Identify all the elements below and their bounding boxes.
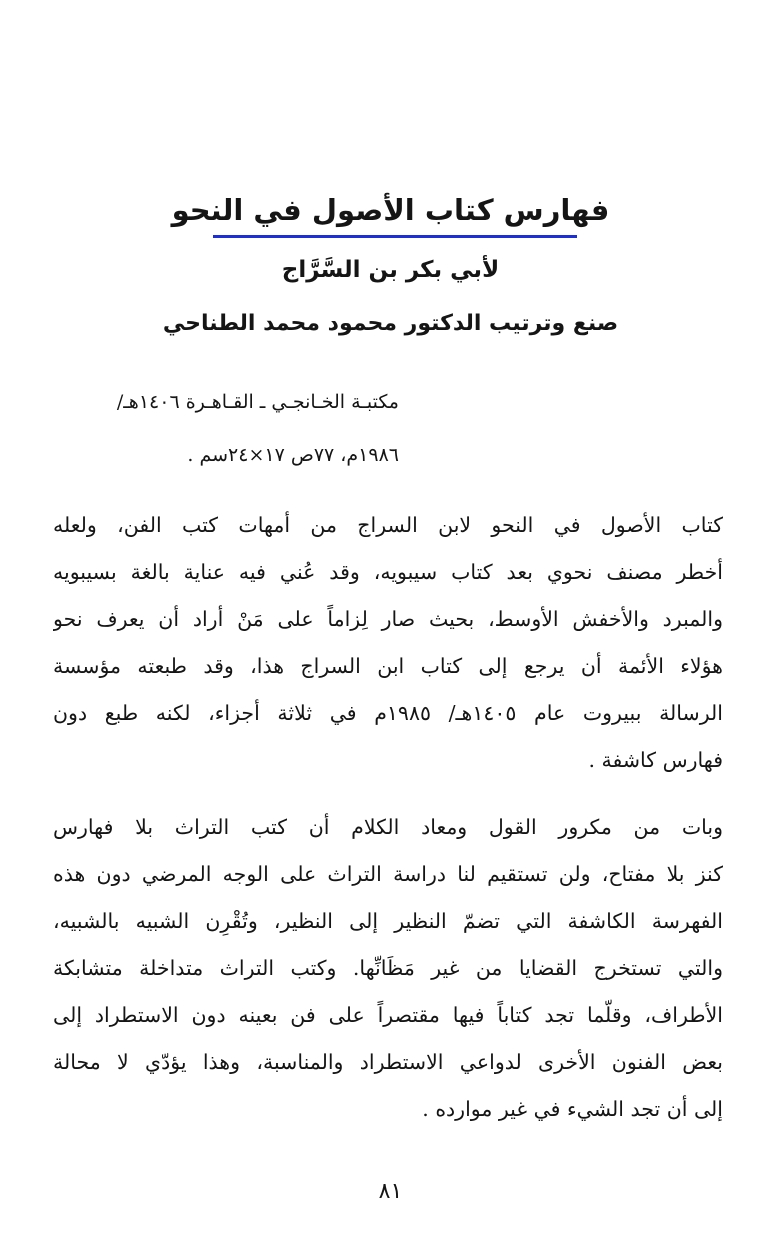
title-block [0, 190, 781, 230]
paragraph-line: الرسالة ببيروت عام ١٤٠٥هـ/ ١٩٨٥م في ثلاثة أجزاء، لكنه طبع دون [53, 701, 723, 725]
paragraph-line: بعض الفنون الأخرى لدواعي الاستطراد والمناسبة، وهذا يؤدّي لا محالة [53, 1050, 723, 1074]
editor-line: صنع وترتيب الدكتور محمود محمد الطناحي [162, 311, 619, 336]
paragraph-line: إلى أن تجد الشيء في غير موارده . [422, 1097, 723, 1121]
paragraph-line: الفهرسة الكاشفة التي تضمّ النظير إلى النظير، وتُقْرِن الشبيه بالشبيه، [53, 909, 723, 933]
paragraph-line: هؤلاء الأئمة أن يرجع إلى كتاب ابن السراج هذا، وقد طبعته مؤسسة [53, 654, 723, 678]
publication-line-1: مكتبـة الخـانجـي ـ القـاهـرة ١٤٠٦هـ/ [116, 391, 399, 413]
paragraph-line: كتاب الأصول في النحو لابن السراج من أمهات كتب الفن، ولعله [53, 513, 723, 537]
title-underline [213, 235, 577, 238]
paragraph-line: كنز بلا مفتاح، ولن تستقيم لنا دراسة التراث على الوجه المرضي دون هذه [53, 862, 723, 886]
page-number: ٨١ [378, 1179, 403, 1204]
publication-line-2: ١٩٨٦م، ٧٧ص ١٧×٢٤سم . [187, 444, 399, 466]
author-line: لأبي بكر بن السَّرَّاج [281, 257, 500, 283]
paragraph-2 [53, 804, 723, 1133]
paragraph-line: أخطر مصنف نحوي بعد كتاب سيبويه، وقد عُني فيه عناية بالغة بسيبويه [53, 560, 723, 584]
paragraph-1 [53, 502, 723, 784]
paragraph-line: الأطراف، وقلّما تجد كتاباً فيها مقتصراً على فن بعينه دون الاستطراد إلى [53, 1003, 723, 1027]
publication-info [59, 376, 399, 482]
paragraph-line: فهارس كاشفة . [588, 748, 723, 772]
document-title: فهارس كتاب الأصول في النحو [171, 193, 610, 227]
paragraph-line: والتي تستخرج القضايا من غير مَظَانِّها. وكتب التراث متداخلة متشابكة [53, 956, 723, 980]
paragraph-line: والمبرد والأخفش الأوسط، بحيث صار لِزاماً على مَنْ أراد أن يعرف نحو [53, 607, 723, 631]
paragraph-line: وبات من مكرور القول ومعاد الكلام أن كتب التراث بلا فهارس [53, 815, 723, 839]
